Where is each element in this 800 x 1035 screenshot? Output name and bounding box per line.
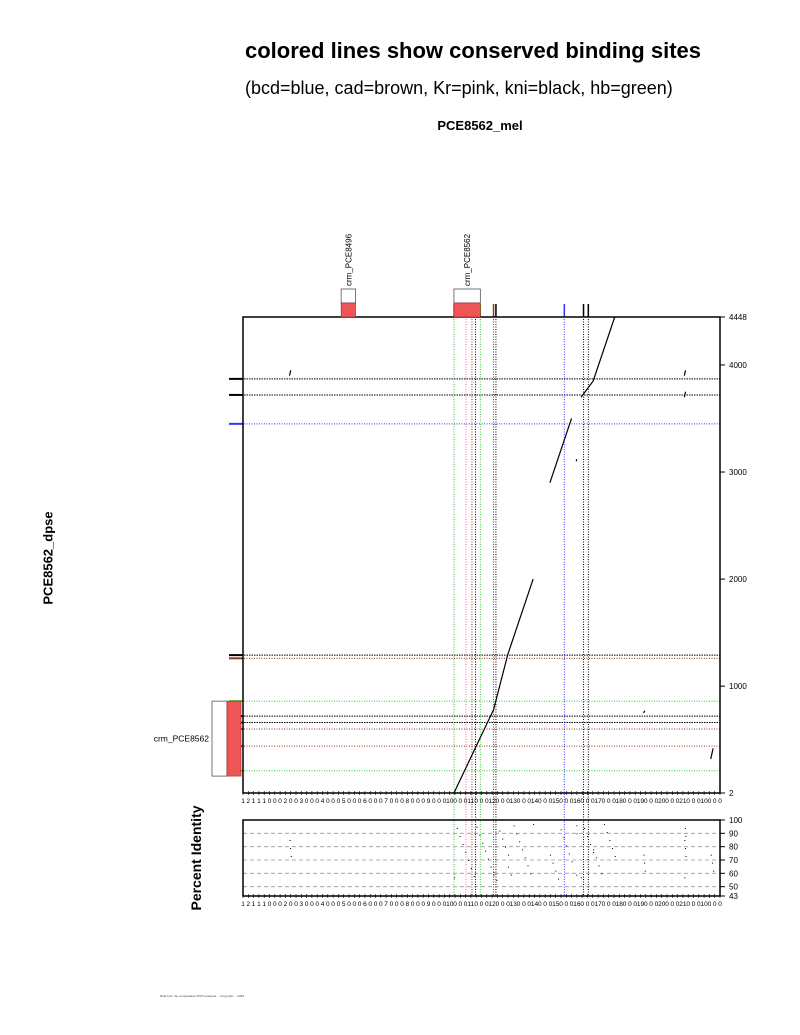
x-axis-tick-label: 11 xyxy=(467,798,475,805)
pid-point xyxy=(550,855,551,856)
pid-x-axis-tick-label: 0 xyxy=(718,901,722,908)
x-axis-tick-label: 6 xyxy=(363,798,367,805)
x-axis-tick-label: 0 xyxy=(537,798,542,805)
x-axis-tick-label: 0 xyxy=(463,798,468,805)
pid-point xyxy=(468,860,469,861)
pid-x-axis-tick-label: 21 xyxy=(679,901,687,908)
pid-x-axis-tick-label: 0 xyxy=(368,901,373,908)
pid-point xyxy=(596,857,597,858)
pid-x-axis-tick-label: 0 xyxy=(325,901,330,908)
pid-x-axis-tick-label: 0 xyxy=(612,901,616,908)
x-axis-tick-label: 5 xyxy=(341,798,346,805)
pid-x-axis-tick-label: 0 xyxy=(537,901,542,908)
x-axis-tick-label: 2 xyxy=(246,798,251,805)
x-axis-tick-label: 1 xyxy=(241,798,245,805)
pid-x-axis-tick-label: 15 xyxy=(552,901,560,908)
x-axis-tick-label: 1 xyxy=(262,798,267,805)
x-axis-tick-label: 0 xyxy=(410,798,415,805)
pid-x-axis-tick-label: 16 xyxy=(573,901,581,908)
pid-point xyxy=(522,849,523,850)
x-axis-tick-label: 19 xyxy=(636,798,645,805)
pid-x-axis-tick-label: 0 xyxy=(712,901,717,908)
pid-x-axis-tick-label: 2 xyxy=(246,901,251,908)
pid-tick-label: 90 xyxy=(729,829,738,839)
x-axis-tick-label: 0 xyxy=(431,798,436,805)
pid-point xyxy=(530,873,531,874)
pid-x-axis-tick-label: 1 xyxy=(241,901,245,908)
x-axis-tick-label: 0 xyxy=(389,798,394,805)
pid-point xyxy=(572,861,573,862)
pid-point xyxy=(494,872,495,873)
pid-point xyxy=(494,875,495,876)
x-axis-tick-label: 13 xyxy=(509,798,517,805)
crm-top-label: crm_PCE8562 xyxy=(463,233,473,286)
chart-title: colored lines show conserved binding sites xyxy=(245,38,701,63)
pid-point xyxy=(685,828,686,829)
pid-x-axis-tick-label: 5 xyxy=(341,901,346,908)
pid-point xyxy=(553,863,554,864)
x-axis-tick-label: 0 xyxy=(633,798,638,805)
x-axis-tick-label: 0 xyxy=(707,798,712,805)
pid-x-axis-tick-label: 0 xyxy=(378,901,383,908)
pid-point xyxy=(462,844,463,845)
pid-x-axis-tick-label: 0 xyxy=(442,901,447,908)
pid-x-axis-tick-label: 0 xyxy=(336,901,341,908)
pid-x-axis-tick-label: 0 xyxy=(474,901,479,908)
pid-x-axis-tick-label: 0 xyxy=(696,901,701,908)
pid-point xyxy=(644,863,645,864)
pid-x-axis-tick-label: 0 xyxy=(437,901,441,908)
pid-point xyxy=(533,824,534,825)
x-axis-tick-label: 0 xyxy=(654,798,659,805)
pid-tick-label: 80 xyxy=(729,842,738,852)
x-axis-tick-label: 0 xyxy=(484,798,489,805)
pid-x-axis-tick-label: 8 xyxy=(405,901,410,908)
x-axis-tick-label: 0 xyxy=(294,798,298,805)
pid-point xyxy=(519,841,520,842)
x-axis-tick-label: 0 xyxy=(696,798,701,805)
pid-x-axis-tick-label: 11 xyxy=(467,901,475,908)
x-axis-tick-label: 0 xyxy=(331,798,335,805)
y-tick-label: 4448 xyxy=(729,313,747,322)
pid-point xyxy=(457,828,458,829)
pid-x-axis-tick-label: 0 xyxy=(707,901,712,908)
pid-point xyxy=(584,828,585,829)
pid-point xyxy=(505,847,506,848)
y-tick-label: 2 xyxy=(729,789,734,798)
pid-point xyxy=(525,857,526,858)
pid-point xyxy=(593,849,594,850)
x-axis-tick-label: 15 xyxy=(552,798,560,805)
pid-point xyxy=(477,827,478,828)
pid-point xyxy=(555,871,556,872)
x-axis-tick-label: 0 xyxy=(325,798,330,805)
pid-x-axis-tick-label: 0 xyxy=(670,901,675,908)
pid-point xyxy=(686,836,687,837)
x-axis-tick-label: 0 xyxy=(506,798,510,805)
x-axis-tick-label: 0 xyxy=(278,798,282,805)
pid-x-axis-tick-label: 0 xyxy=(564,901,569,908)
crm-top-label: crm_PCE8496 xyxy=(344,233,354,286)
pid-x-axis-tick-label: 0 xyxy=(527,901,532,908)
x-axis-tick-label: 0 xyxy=(437,798,441,805)
x-axis-tick-label: 0 xyxy=(559,798,563,805)
x-axis-tick-label: 0 xyxy=(564,798,569,805)
pid-x-axis-tick-label: 0 xyxy=(495,901,500,908)
pid-point xyxy=(615,856,616,857)
pid-x-axis-tick-label: 0 xyxy=(294,901,298,908)
x-axis-tick-label: 0 xyxy=(691,798,696,805)
pid-x-axis-tick-label: 10 xyxy=(700,901,708,908)
pid-x-axis-tick-label: 0 xyxy=(686,901,691,908)
pid-x-axis-tick-label: 0 xyxy=(628,901,632,908)
pid-point xyxy=(290,848,291,849)
y-tick-label: 4000 xyxy=(729,360,747,370)
pid-point xyxy=(485,851,486,852)
pid-point xyxy=(711,855,712,856)
pid-tick-label: 100 xyxy=(729,816,743,825)
x-axis-tick-label: 0 xyxy=(712,798,717,805)
x-axis-tick-label: 0 xyxy=(453,798,457,805)
pid-point xyxy=(482,843,483,844)
pid-point xyxy=(601,873,602,874)
plot-label: PCE8562_mel xyxy=(437,118,523,133)
pid-point xyxy=(561,829,562,830)
pid-x-axis-tick-label: 0 xyxy=(522,901,526,908)
pid-x-axis-tick-label: 0 xyxy=(559,901,563,908)
pid-point xyxy=(576,825,577,826)
pid-point xyxy=(686,856,687,857)
pid-point xyxy=(604,824,605,825)
pid-x-axis-tick-label: 0 xyxy=(267,901,272,908)
crm-left-label: crm_PCE8562 xyxy=(153,733,209,744)
pid-x-axis-tick-label: 0 xyxy=(484,901,489,908)
pid-x-axis-tick-label: 0 xyxy=(585,901,590,908)
pid-point xyxy=(593,852,594,853)
pid-x-axis-tick-label: 0 xyxy=(304,901,309,908)
x-axis-tick-label: 0 xyxy=(612,798,616,805)
x-axis-tick-label: 0 xyxy=(378,798,383,805)
pid-x-axis-tick-label: 0 xyxy=(389,901,394,908)
x-axis-tick-label: 0 xyxy=(421,798,426,805)
pid-point xyxy=(590,844,591,845)
x-axis-tick-label: 0 xyxy=(336,798,341,805)
pid-point xyxy=(563,837,564,838)
x-axis-tick-label: 0 xyxy=(686,798,691,805)
pid-x-axis-tick-label: 0 xyxy=(431,901,436,908)
y-tick-label: 2000 xyxy=(729,575,747,585)
x-axis-tick-label: 9 xyxy=(426,798,431,805)
x-axis-tick-label: 17 xyxy=(594,798,602,805)
pid-x-axis-tick-label: 1 xyxy=(257,901,261,908)
pid-x-axis-tick-label: 0 xyxy=(506,901,510,908)
pid-point xyxy=(511,875,512,876)
pid-x-axis-tick-label: 14 xyxy=(530,901,539,908)
pid-point xyxy=(465,852,466,853)
pid-x-axis-tick-label: 0 xyxy=(288,901,293,908)
x-axis-tick-label: 18 xyxy=(615,798,623,805)
x-axis-tick-label: 0 xyxy=(675,798,680,805)
pid-x-axis-tick-label: 1 xyxy=(262,901,267,908)
pid-x-axis-tick-label: 9 xyxy=(426,901,431,908)
x-axis-tick-label: 0 xyxy=(288,798,293,805)
pid-x-axis-tick-label: 2 xyxy=(283,901,288,908)
pid-x-axis-tick-label: 0 xyxy=(479,901,484,908)
pid-point xyxy=(713,871,714,872)
x-axis-tick-label: 0 xyxy=(628,798,632,805)
x-axis-tick-label: 0 xyxy=(304,798,309,805)
x-axis-tick-label: 0 xyxy=(643,798,648,805)
footer-text: Data from the comparative VISTA analysis ... Copyright ... 2003 xyxy=(160,994,244,998)
pid-point xyxy=(644,855,645,856)
pid-x-axis-tick-label: 0 xyxy=(691,901,696,908)
x-axis-tick-label: 21 xyxy=(679,798,687,805)
pid-x-axis-tick-label: 4 xyxy=(320,901,325,908)
pid-x-axis-tick-label: 0 xyxy=(373,901,378,908)
x-axis-tick-label: 0 xyxy=(400,798,404,805)
main-plot-area xyxy=(243,317,720,793)
crm-top-box xyxy=(341,303,355,317)
pid-x-axis-tick-label: 0 xyxy=(400,901,404,908)
pid-point xyxy=(502,839,503,840)
x-axis-tick-label: 20 xyxy=(658,798,666,805)
x-axis-tick-label: 0 xyxy=(357,798,362,805)
pid-point xyxy=(609,840,610,841)
x-axis-tick-label: 0 xyxy=(368,798,373,805)
pid-point xyxy=(577,833,578,834)
x-axis-tick-label: 0 xyxy=(352,798,357,805)
pid-x-axis-tick-label: 0 xyxy=(633,901,638,908)
y-tick-label: 1000 xyxy=(729,682,747,692)
x-axis-tick-label: 0 xyxy=(649,798,653,805)
x-axis-tick-label: 0 xyxy=(601,798,606,805)
pid-x-axis-tick-label: 0 xyxy=(278,901,282,908)
pid-x-axis-tick-label: 0 xyxy=(394,901,399,908)
pid-x-axis-tick-label: 18 xyxy=(615,901,623,908)
pid-x-axis-tick-label: 13 xyxy=(509,901,517,908)
pid-x-axis-tick-label: 6 xyxy=(363,901,367,908)
pid-point xyxy=(508,867,509,868)
pid-point xyxy=(581,877,582,878)
y-axis-label: PCE8562_dpse xyxy=(40,511,56,605)
x-axis-tick-label: 1 xyxy=(257,798,261,805)
pid-x-axis-tick-label: 0 xyxy=(590,901,595,908)
x-axis-tick-label: 0 xyxy=(474,798,479,805)
pid-point xyxy=(587,836,588,837)
pid-point xyxy=(514,825,515,826)
pid-point xyxy=(460,836,461,837)
pid-point xyxy=(558,879,559,880)
pid-x-axis-tick-label: 19 xyxy=(636,901,645,908)
pid-x-axis-tick-label: 0 xyxy=(500,901,505,908)
pid-x-axis-tick-label: 0 xyxy=(453,901,457,908)
x-axis-tick-label: 0 xyxy=(500,798,505,805)
pid-x-axis-tick-label: 0 xyxy=(416,901,420,908)
pid-point xyxy=(516,833,517,834)
pid-point xyxy=(684,877,685,878)
x-axis-tick-label: 8 xyxy=(405,798,410,805)
x-axis-tick-label: 0 xyxy=(718,798,722,805)
pid-point xyxy=(569,853,570,854)
pid-point xyxy=(471,868,472,869)
pid-x-axis-tick-label: 10 xyxy=(446,901,454,908)
x-axis-tick-label: 3 xyxy=(299,798,304,805)
pid-point xyxy=(685,848,686,849)
x-axis-tick-label: 0 xyxy=(373,798,378,805)
pid-point xyxy=(712,863,713,864)
percent-identity-label: Percent Identity xyxy=(188,805,204,911)
pid-tick-label: 70 xyxy=(729,856,738,865)
x-axis-tick-label: 0 xyxy=(267,798,272,805)
pid-point xyxy=(607,832,608,833)
x-axis-tick-label: 7 xyxy=(384,798,388,805)
x-axis-tick-label: 16 xyxy=(573,798,581,805)
pid-tick-label: 60 xyxy=(729,869,738,879)
pid-point xyxy=(508,855,509,856)
pid-x-axis-tick-label: 0 xyxy=(606,901,611,908)
pid-x-axis-tick-label: 0 xyxy=(410,901,415,908)
x-axis-tick-label: 0 xyxy=(479,798,484,805)
crm-left-bracket xyxy=(212,701,227,776)
pid-x-axis-tick-label: 0 xyxy=(463,901,468,908)
pid-x-axis-tick-label: 0 xyxy=(665,901,669,908)
x-axis-tick-label: 0 xyxy=(310,798,314,805)
x-axis-tick-label: 0 xyxy=(665,798,669,805)
pid-point xyxy=(291,856,292,857)
pid-tick-label: 50 xyxy=(729,882,738,892)
chart-subtitle: (bcd=blue, cad=brown, Kr=pink, kni=black, hb=green) xyxy=(245,78,673,98)
x-axis-tick-label: 10 xyxy=(700,798,708,805)
pid-x-axis-tick-label: 0 xyxy=(516,901,521,908)
pid-point xyxy=(499,831,500,832)
percent-identity-area xyxy=(243,820,720,896)
x-axis-tick-label: 0 xyxy=(543,798,547,805)
pid-x-axis-tick-label: 0 xyxy=(352,901,357,908)
x-axis-tick-label: 0 xyxy=(315,798,320,805)
y-tick-label: 3000 xyxy=(729,468,747,478)
x-axis-tick-label: 0 xyxy=(416,798,420,805)
pid-x-axis-tick-label: 17 xyxy=(594,901,602,908)
pid-x-axis-tick-label: 20 xyxy=(658,901,666,908)
x-axis-tick-label: 12 xyxy=(488,798,496,805)
crm-top-bracket xyxy=(454,289,480,303)
x-axis-tick-label: 0 xyxy=(442,798,447,805)
x-axis-tick-label: 0 xyxy=(580,798,585,805)
pid-x-axis-tick-label: 0 xyxy=(569,901,574,908)
pid-x-axis-tick-label: 0 xyxy=(272,901,277,908)
x-axis-tick-label: 4 xyxy=(320,798,325,805)
x-axis-tick-label: 0 xyxy=(394,798,399,805)
pid-x-axis-tick-label: 0 xyxy=(643,901,648,908)
x-axis-tick-label: 0 xyxy=(670,798,675,805)
pid-x-axis-tick-label: 0 xyxy=(543,901,547,908)
pid-point xyxy=(290,840,291,841)
pid-x-axis-tick-label: 0 xyxy=(601,901,606,908)
pid-point xyxy=(491,867,492,868)
pid-point xyxy=(474,876,475,877)
x-axis-tick-label: 0 xyxy=(527,798,532,805)
pid-point xyxy=(488,859,489,860)
pid-x-axis-tick-label: 3 xyxy=(299,901,304,908)
x-axis-tick-label: 10 xyxy=(446,798,454,805)
pid-point xyxy=(612,848,613,849)
x-axis-tick-label: 0 xyxy=(272,798,277,805)
pid-x-axis-tick-label: 0 xyxy=(310,901,314,908)
pid-x-axis-tick-label: 7 xyxy=(384,901,388,908)
x-axis-tick-label: 1 xyxy=(251,798,256,805)
pid-x-axis-tick-label: 0 xyxy=(331,901,335,908)
pid-point xyxy=(645,871,646,872)
pid-x-axis-tick-label: 0 xyxy=(649,901,653,908)
pid-point xyxy=(528,865,529,866)
pid-x-axis-tick-label: 1 xyxy=(251,901,256,908)
pid-x-axis-tick-label: 0 xyxy=(357,901,362,908)
pid-point xyxy=(454,877,455,878)
crm-top-box xyxy=(454,303,480,317)
pid-x-axis-tick-label: 0 xyxy=(315,901,320,908)
x-axis-tick-label: 2 xyxy=(283,798,288,805)
x-axis-tick-label: 0 xyxy=(347,798,351,805)
pid-x-axis-tick-label: 0 xyxy=(580,901,585,908)
pid-point xyxy=(566,845,567,846)
crm-top-bracket xyxy=(341,289,355,303)
x-axis-tick-label: 0 xyxy=(622,798,627,805)
x-axis-tick-label: 0 xyxy=(522,798,526,805)
pid-x-axis-tick-label: 12 xyxy=(488,901,496,908)
x-axis-tick-label: 14 xyxy=(530,798,539,805)
pid-point xyxy=(496,880,497,881)
x-axis-tick-label: 0 xyxy=(516,798,521,805)
x-axis-tick-label: 0 xyxy=(569,798,574,805)
x-axis-tick-label: 0 xyxy=(458,798,463,805)
pid-x-axis-tick-label: 0 xyxy=(421,901,426,908)
pid-x-axis-tick-label: 0 xyxy=(458,901,463,908)
pid-x-axis-tick-label: 0 xyxy=(654,901,659,908)
pid-point xyxy=(479,835,480,836)
crm-left-box xyxy=(227,701,241,776)
pid-x-axis-tick-label: 0 xyxy=(347,901,351,908)
x-axis-tick-label: 0 xyxy=(606,798,611,805)
pid-tick-label: 43 xyxy=(729,892,738,901)
pid-point xyxy=(599,865,600,866)
pid-x-axis-tick-label: 0 xyxy=(622,901,627,908)
x-axis-tick-label: 0 xyxy=(548,798,553,805)
pid-point xyxy=(684,840,685,841)
x-axis-tick-label: 0 xyxy=(585,798,590,805)
pid-point xyxy=(576,875,577,876)
x-axis-tick-label: 0 xyxy=(590,798,595,805)
pid-x-axis-tick-label: 0 xyxy=(548,901,553,908)
pid-x-axis-tick-label: 0 xyxy=(675,901,680,908)
x-axis-tick-label: 0 xyxy=(495,798,500,805)
